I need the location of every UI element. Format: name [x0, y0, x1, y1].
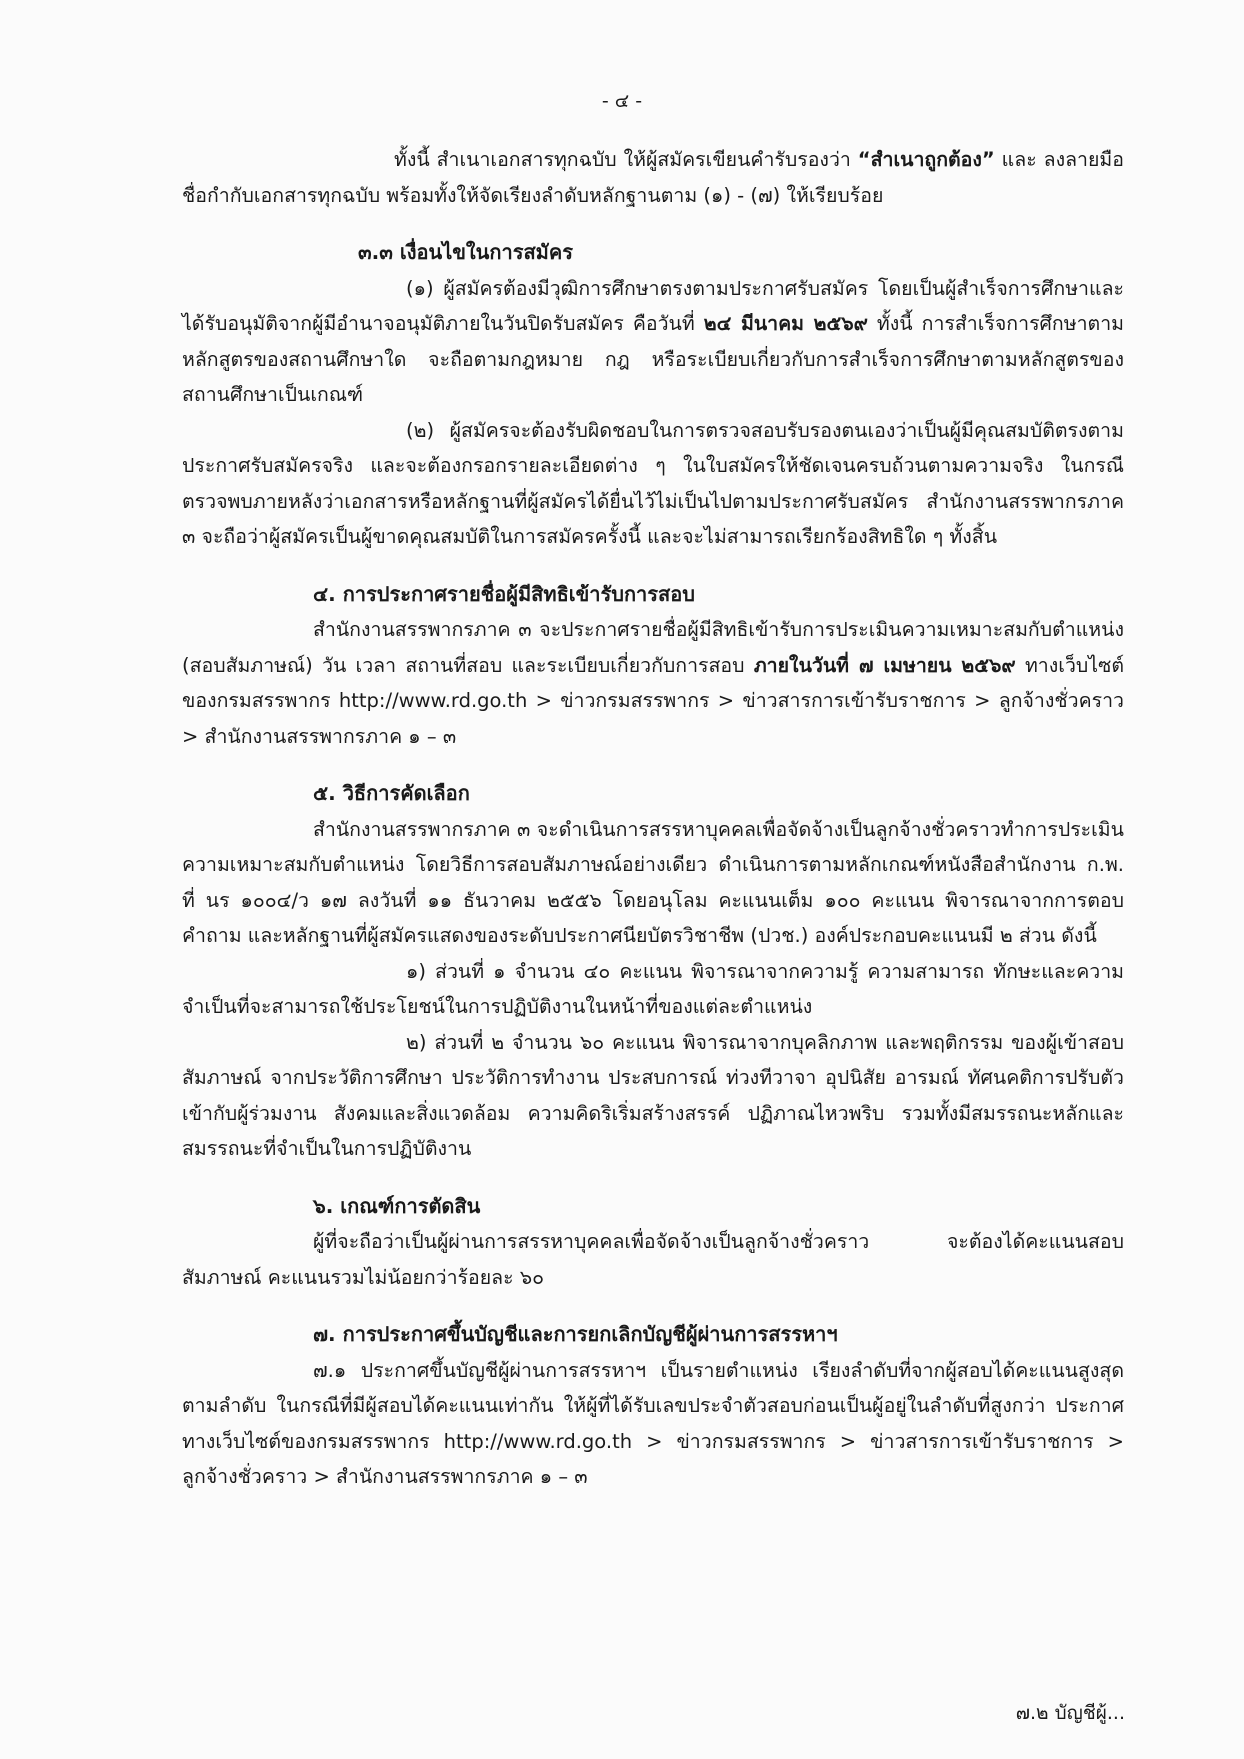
section-5-part-2: ๒) ส่วนที่ ๒ จำนวน ๖๐ คะแนน พิจารณาจากบุคลิกภาพ และพฤติกรรม ของผู้เข้าสอบสัมภาษณ์ จากประวัติการศึกษา ประวัติการทำงาน ประสบการณ์ ท่วงทีวาจา อุปนิสัย อารมณ์ ทัศนคติการปรับตัวเข้ากับผู้ร่วมงาน สังคมและสิ่งแวดล้อม ความคิดริเริ่มสร้างสรรค์ ปฏิภาณไหวพริบ รวมทั้งมีสมรรถนะหลักและสมรรถนะที่จำเป็นในการปฏิบัติงาน	[182, 1030, 1124, 1160]
item-1-rest: ทั้งนี้ การสำเร็จการศึกษาตามหลักสูตรของสถานศึกษาใด จะถือตามกฎหมาย กฎ หรือระเบียบเกี่ยวกับการสำเร็จการศึกษาตามหลักสูตรของสถานศึกษาเป็นเกณฑ์	[182, 312, 1124, 406]
intro-line2-text: ลงลายมือชื่อกำกับเอกสารทุกฉบับ พร้อมทั้งให้จัดเรียงลำดับหลักฐานตาม (๑) - (๗) ให้เรียบร้อย	[182, 148, 1124, 207]
page-number: - ๔ -	[601, 90, 643, 112]
section-3-3-heading: ๓.๓ เงื่อนไขในการสมัคร	[358, 240, 573, 264]
section-6-body: ผู้ที่จะถือว่าเป็นผู้ผ่านการสรรหาบุคคลเพื่อจัดจ้างเป็นลูกจ้างชั่วคราว จะต้องได้คะแนนสอบสัมภาษณ์ คะแนนรวมไม่น้อยกว่าร้อยละ ๖๐	[182, 1230, 1124, 1289]
certified-copy-term: “สำเนาถูกต้อง”	[857, 148, 995, 171]
section-7-heading: ๗. การประกาศขึ้นบัญชีและการยกเลิกบัญชีผู้ผ่านการสรรหาฯ	[313, 1322, 838, 1346]
announcement-date: ภายในวันที่ ๗ เมษายน ๒๕๖๙	[753, 653, 1016, 677]
intro-line1-text: ทั้งนี้ สำเนาเอกสารทุกฉบับ ให้ผู้สมัครเขียนคำรับรองว่า	[394, 148, 858, 171]
section-5-body: สำนักงานสรรพากรภาค ๓ จะดำเนินการสรรหาบุคคลเพื่อจัดจ้างเป็นลูกจ้างชั่วคราวทำการประเมินความเหมาะสมกับตำแหน่ง โดยวิธีการสอบสัมภาษณ์อย่างเดียว ดำเนินการตามหลักเกณฑ์หนังสือสำนักงาน ก.พ. ที่ นร ๑๐๐๔/ว ๑๗ ลงวันที่ ๑๑ ธันวาคม ๒๕๕๖ โดยอนุโลม คะแนนเต็ม ๑๐๐ คะแนน พิจารณาจากการตอบคำถาม และหลักฐานที่ผู้สมัครแสดงของระดับประกาศนียบัตรวิชาชีพ (ปวช.) องค์ประกอบคะแนนมี ๒ ส่วน ดังนี้	[182, 817, 1124, 947]
section-7-item-1: ๗.๑ ประกาศขึ้นบัญชีผู้ผ่านการสรรหาฯ เป็นรายตำแหน่ง เรียงลำดับที่จากผู้สอบได้คะแนนสูงสุดตามลำดับ ในกรณีที่มีผู้สอบได้คะแนนเท่ากัน ให้ผู้ที่ได้รับเลขประจำตัวสอบก่อนเป็นผู้อยู่ในลำดับที่สูงกว่า ประกาศทางเว็บไซต์ของกรมสรรพากร http://www.rd.go.th > ข่าวกรมสรรพากร > ข่าวสารการเข้ารับราชการ > ลูกจ้างชั่วคราว > สำนักงานสรรพากรภาค ๑ – ๓	[182, 1358, 1124, 1488]
section-3-3-item-1	[182, 271, 1124, 413]
section-5-part-1: ๑) ส่วนที่ ๑ จำนวน ๔๐ คะแนน พิจารณาจากความรู้ ความสามารถ ทักษะและความจำเป็นที่จะสามารถใช้ประโยชน์ในการปฏิบัติงานในหน้าที่ของแต่ละตำแหน่ง	[182, 959, 1124, 1018]
item-1-text: (๑) ผู้สมัครต้องมีวุฒิการศึกษาตรงตามประกาศรับสมัคร โดยเป็นผู้สำเร็จการศึกษาและได้รับอนุมัติจากผู้มีอำนาจอนุมัติภายในวันปิดรับสมัคร คือวันที่	[182, 276, 1124, 335]
intro-paragraph	[182, 142, 1124, 213]
document-body	[182, 142, 1124, 1495]
section-6-heading: ๖. เกณฑ์การตัดสิน	[313, 1193, 481, 1218]
next-page-reference: ๗.๒ บัญชีผู้...	[1015, 1702, 1125, 1724]
section-3-3-item-2: (๒) ผู้สมัครจะต้องรับผิดชอบในการตรวจสอบรับรองตนเองว่าเป็นผู้มีคุณสมบัติตรงตามประกาศรับสมัครจริง และจะต้องกรอกรายละเอียดต่าง ๆ ในใบสมัครให้ชัดเจนครบถ้วนตามความจริง ในกรณีตรวจพบภายหลังว่าเอกสารหรือหลักฐานที่ผู้สมัครได้ยื่นไว้ไม่เป็นไปตามประกาศรับสมัคร สำนักงานสรรพากรภาค ๓ จะถือว่าผู้สมัครเป็นผู้ขาดคุณสมบัติในการสมัครครั้งนี้ และจะไม่สามารถเรียกร้องสิทธิใด ๆ ทั้งสิ้น	[182, 418, 1124, 548]
section-4-heading: ๔. การประกาศรายชื่อผู้มีสิทธิเข้ารับการสอบ	[313, 581, 695, 606]
section-4-rest: ทางเว็บไซต์ของกรมสรรพากร http://www.rd.go.th > ข่าวกรมสรรพากร > ข่าวสารการเข้ารับราชการ > ลูกจ้างชั่วคราว > สำนักงานสรรพากรภาค ๑ – ๓	[182, 653, 1124, 748]
section-4-text: สำนักงานสรรพากรภาค ๓ จะประกาศรายชื่อผู้มีสิทธิเข้ารับการประเมินความเหมาะสมกับตำแหน่ง (สอบสัมภาษณ์) วัน เวลา สถานที่สอบ และระเบียบเกี่ยวกับการสอบ	[182, 618, 1124, 677]
section-4-body	[182, 612, 1124, 754]
closing-date: ๒๔ มีนาคม ๒๕๖๙	[703, 312, 868, 335]
section-5-heading: ๕. วิธีการคัดเลือก	[313, 781, 470, 805]
intro-line1-end: และ	[994, 148, 1037, 171]
